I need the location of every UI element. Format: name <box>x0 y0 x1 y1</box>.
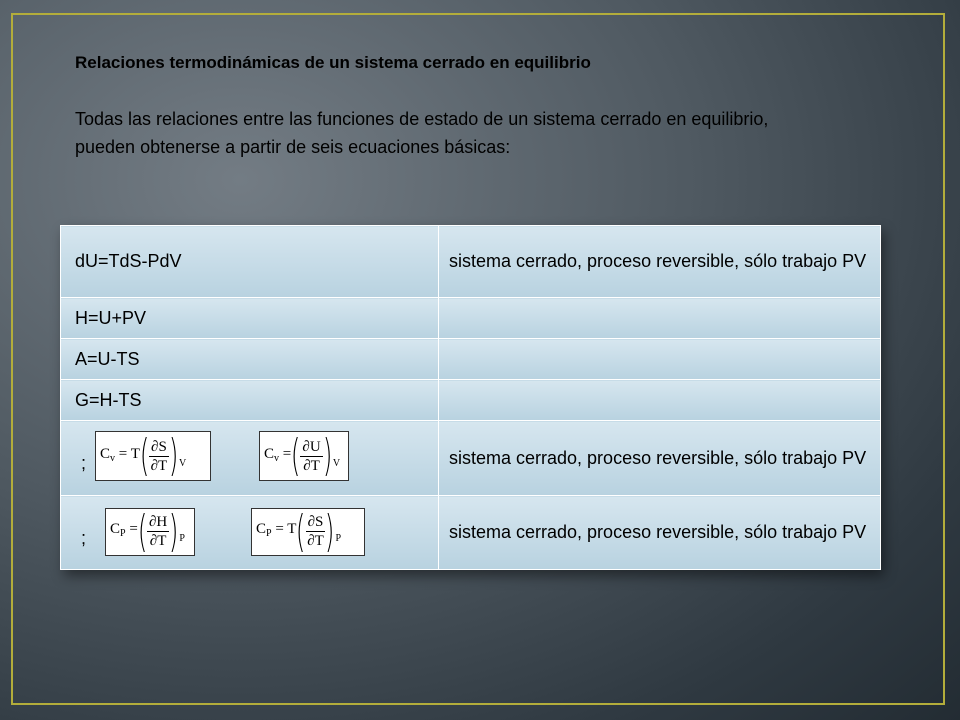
formula-eq: = T <box>271 521 297 537</box>
equation-cell: H=U+PV <box>61 298 439 339</box>
formula-lhs-sub: v <box>274 452 280 464</box>
formula-lhs: C <box>100 445 111 462</box>
formula-denominator: ∂T <box>149 533 167 549</box>
formula-numerator: ∂H <box>148 514 168 530</box>
equation-cell <box>61 421 439 496</box>
formula-subscript: P <box>179 532 185 544</box>
equation-cell: dU=TdS-PdV <box>61 226 439 298</box>
condition-cell: sistema cerrado, proceso reversible, sólo trabajo PV <box>439 496 881 570</box>
formula-eq: = <box>125 521 138 537</box>
equations-table <box>60 225 880 570</box>
formula-eq: = T <box>115 445 140 462</box>
formula-denominator: ∂T <box>307 533 324 549</box>
formula-subscript: P <box>335 532 342 544</box>
formula-lhs: C <box>264 445 275 462</box>
formula-lhs-sub: P <box>266 528 272 539</box>
formula-subscript: V <box>332 458 341 469</box>
condition-cell <box>439 380 881 421</box>
formula-lhs: C <box>256 521 267 537</box>
condition-cell: sistema cerrado, proceso reversible, sólo trabajo PV <box>439 421 881 496</box>
separator-text: ; <box>81 453 87 473</box>
cp-enthalpy-formula: $C_P$ = ( $\frac{\partial H}{\partial T}$ ) P <box>105 508 195 556</box>
formula-eq: = <box>279 445 292 462</box>
table-row <box>61 496 881 570</box>
equation-cell <box>61 496 439 570</box>
table-row <box>61 339 881 380</box>
cp-entropy-formula: $C_P = T$ ( $\frac{\partial S}{\partial T}$ ) P <box>251 508 365 556</box>
table-row <box>61 298 881 339</box>
condition-cell <box>439 339 881 380</box>
formula-numerator: ∂U <box>302 438 321 455</box>
condition-cell: sistema cerrado, proceso reversible, sólo trabajo PV <box>439 226 881 298</box>
table-row <box>61 421 881 496</box>
formula-lhs: C <box>110 521 121 537</box>
table-row <box>61 226 881 298</box>
cv-energy-formula: $C_v$ = ( $\frac{\partial U}{\partial T}$ ) V <box>259 431 349 481</box>
formula-subscript: V <box>178 458 187 469</box>
intro-paragraph: Todas las relaciones entre las funciones de estado de un sistema cerrado en equilibrio, pueden obtenerse a partir de seis ecuaciones básicas: <box>75 109 769 157</box>
condition-cell <box>439 298 881 339</box>
formula-denominator: ∂T <box>303 457 320 474</box>
formula-numerator: ∂S <box>151 438 167 455</box>
cv-entropy-formula: $C_v = T$ ( $\frac{\partial S}{\partial T}$ ) V <box>95 431 211 481</box>
slide-title: Relaciones termodinámicas de un sistema cerrado en equilibrio <box>75 53 591 72</box>
formula-denominator: ∂T <box>150 457 168 474</box>
separator-text: ; <box>81 527 87 548</box>
formula-lhs-sub: v <box>110 452 116 464</box>
table-row <box>61 380 881 421</box>
formula-numerator: ∂S <box>307 514 324 530</box>
equation-cell: G=H-TS <box>61 380 439 421</box>
equation-cell: A=U-TS <box>61 339 439 380</box>
formula-lhs-sub: P <box>120 528 126 539</box>
